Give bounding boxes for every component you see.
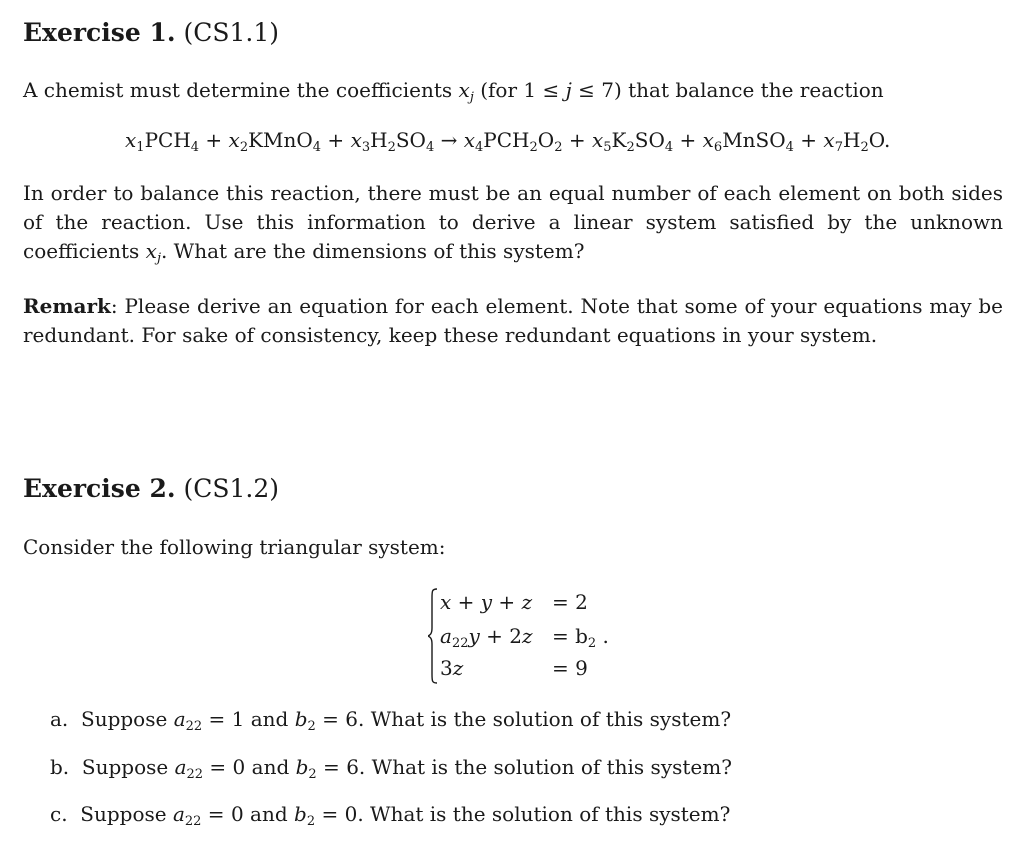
reaction-equation: $x_1PCH_4$ + $x_2KMnO_4 + x_3H_2SO_4 \to x_4PCH_2O_2 + x_5K_2SO_4$ + $x_6MnSO_4 + x_7H_2O$.	[125, 128, 891, 155]
system-row-1-rhs: = 2	[552, 590, 588, 614]
remark-label: Remark	[23, 294, 111, 318]
var-xj: $x_j$	[458, 78, 474, 105]
exercise-2-intro: Consider the following triangular system:	[23, 535, 446, 559]
exercise-2-code: (CS1.2)	[183, 474, 280, 503]
system-row-1: x + y + z	[440, 590, 533, 614]
item-a: a. Suppose $a_{22} = 1$ and $b_2 = 6$. What is the solution of this system?	[50, 707, 732, 734]
exercise-2-label: Exercise 2.	[23, 474, 176, 503]
paragraph-text-a: In order to balance this reaction, there must be an equal number of each element on both sides of the reaction. Use this information to derive a linear system satisfied by the unknown coefficients	[23, 181, 1003, 263]
remark-text: : Please derive an equation for each element. Note that some of your equations may be redundant. For sake of consistency, keep these redundant equations in your system.	[23, 294, 1003, 347]
intro-text-c: ≤ 7) that balance the reaction	[571, 78, 884, 102]
exercise-1-code: (CS1.1)	[183, 18, 280, 47]
intro-text-a: A chemist must determine the coefficients	[23, 78, 459, 102]
exercise-1-intro	[23, 78, 884, 105]
system-row-2: $a_{22}y + 2z$	[440, 624, 533, 651]
exercise-1-remark	[23, 292, 1003, 350]
var-xj-2: $x_j$	[145, 239, 161, 266]
system-row-3-rhs: = 9	[552, 656, 588, 680]
exercise-2-heading	[23, 474, 279, 503]
item-b: b. Suppose $a_{22} = 0$ and $b_2 = 6$. What is the solution of this system?	[50, 755, 732, 782]
intro-text-b: (for 1 ≤	[473, 78, 566, 102]
var-j: j	[565, 78, 572, 102]
system-row-2-rhs: = $b_2$ .	[552, 624, 609, 651]
paragraph-text-b: . What are the dimensions of this system?	[160, 239, 585, 263]
item-c: c. Suppose $a_{22} = 0$ and $b_2 = 0$. What is the solution of this system?	[50, 802, 731, 829]
exercise-1-heading	[23, 18, 279, 47]
row-2-rhs-text: = b	[552, 624, 588, 648]
system-row-3: 3z	[440, 656, 464, 680]
left-brace	[428, 588, 438, 684]
exercise-1-label: Exercise 1.	[23, 18, 176, 47]
exercise-1-paragraph	[23, 179, 1003, 266]
